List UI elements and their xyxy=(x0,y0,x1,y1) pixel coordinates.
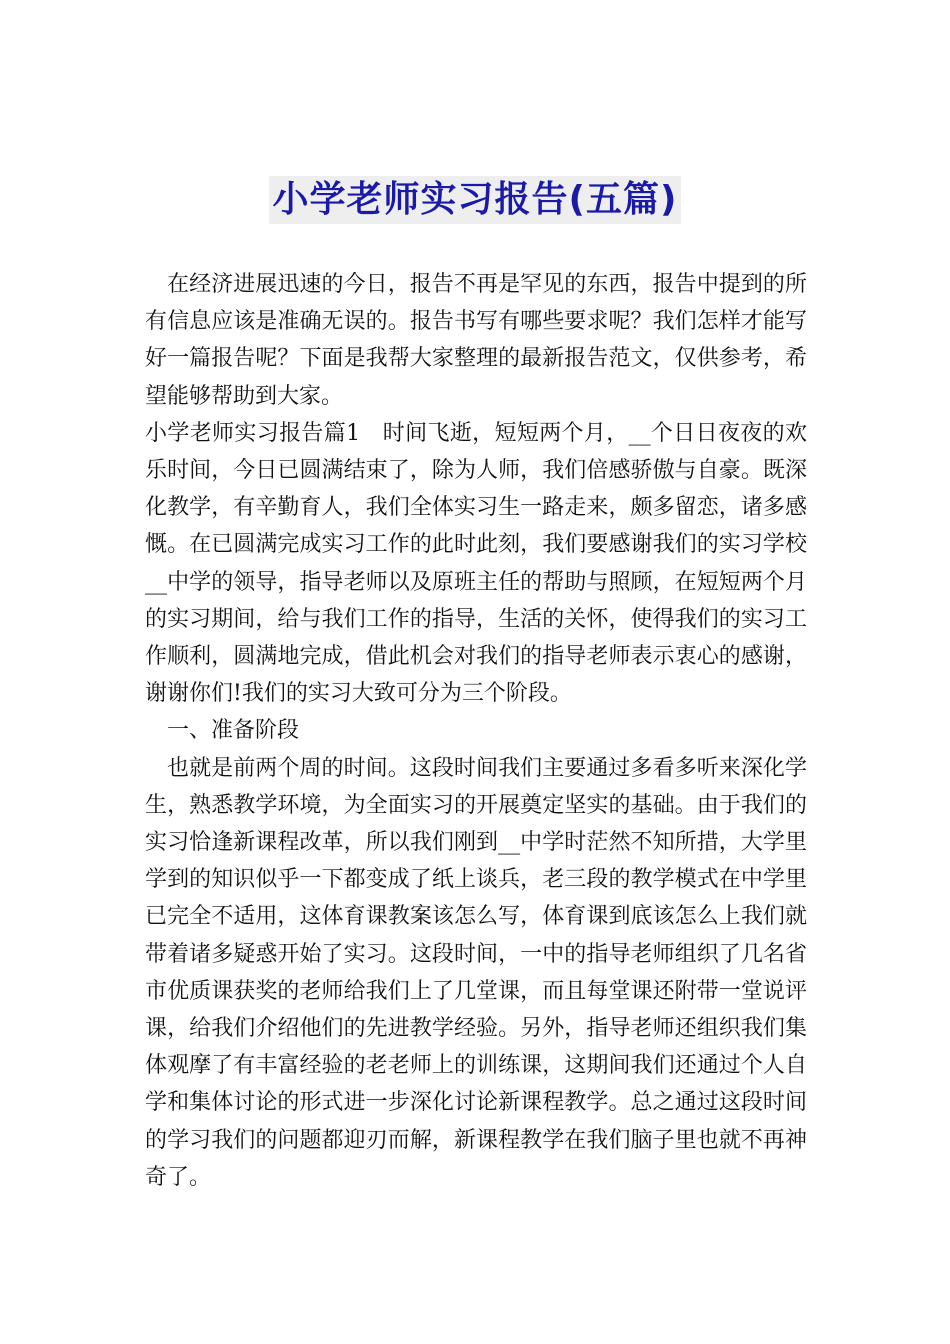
title-container xyxy=(0,176,950,224)
report-1-paragraph: 小学老师实习报告篇1 时间飞逝，短短两个月，__个日日夜夜的欢乐时间，今日已圆满结束了，除为人师，我们倍感骄傲与自豪。既深化教学，有辛勤育人，我们全体实习生一路走来，颇多留恋，诸多感慨。在已圆满完成实习工作的此时此刻，我们要感谢我们的实习学校__中学的领导，指导老师以及原班主任的帮助与照顾，在短短两个月的实习期间，给与我们工作的指导，生活的关怀，使得我们的实习工作顺利，圆满地完成，借此机会对我们的指导老师表示衷心的感谢，谢谢你们!我们的实习大致可分为三个阶段。 xyxy=(145,420,807,707)
section-heading-preparation: 一、准备阶段 xyxy=(167,718,300,744)
preparation-paragraph: 也就是前两个周的时间。这段时间我们主要通过多看多听来深化学生，熟悉教学环境，为全面实习的开展奠定坚实的基础。由于我们的实习恰逢新课程改革，所以我们刚到__中学时茫然不知所措，大学里学到的知识似乎一下都变成了纸上谈兵，老三段的教学模式在中学里已完全不适用，这体育课教案该怎么写，体育课到底该怎么上我们就带着诸多疑惑开始了实习。这段时间，一中的指导老师组织了几名省市优质课获奖的老师给我们上了几堂课，而且每堂课还附带一堂说评课，给我们介绍他们的先进教学经验。另外，指导老师还组织我们集体观摩了有丰富经验的老老师上的训练课，这期间我们还通过个人自学和集体讨论的形式进一步深化讨论新课程教学。总之通过这段时间的学习我们的问题都迎刃而解，新课程教学在我们脑子里也就不再神奇了。 xyxy=(145,755,807,1190)
document-title: 小学老师实习报告(五篇) xyxy=(269,176,682,224)
document-body xyxy=(145,266,807,1196)
intro-paragraph: 在经济进展迅速的今日，报告不再是罕见的东西，报告中提到的所有信息应该是准确无误的。报告书写有哪些要求呢？我们怎样才能写好一篇报告呢？下面是我帮大家整理的最新报告范文，仅供参考，希望能够帮助到大家。 xyxy=(145,272,807,409)
